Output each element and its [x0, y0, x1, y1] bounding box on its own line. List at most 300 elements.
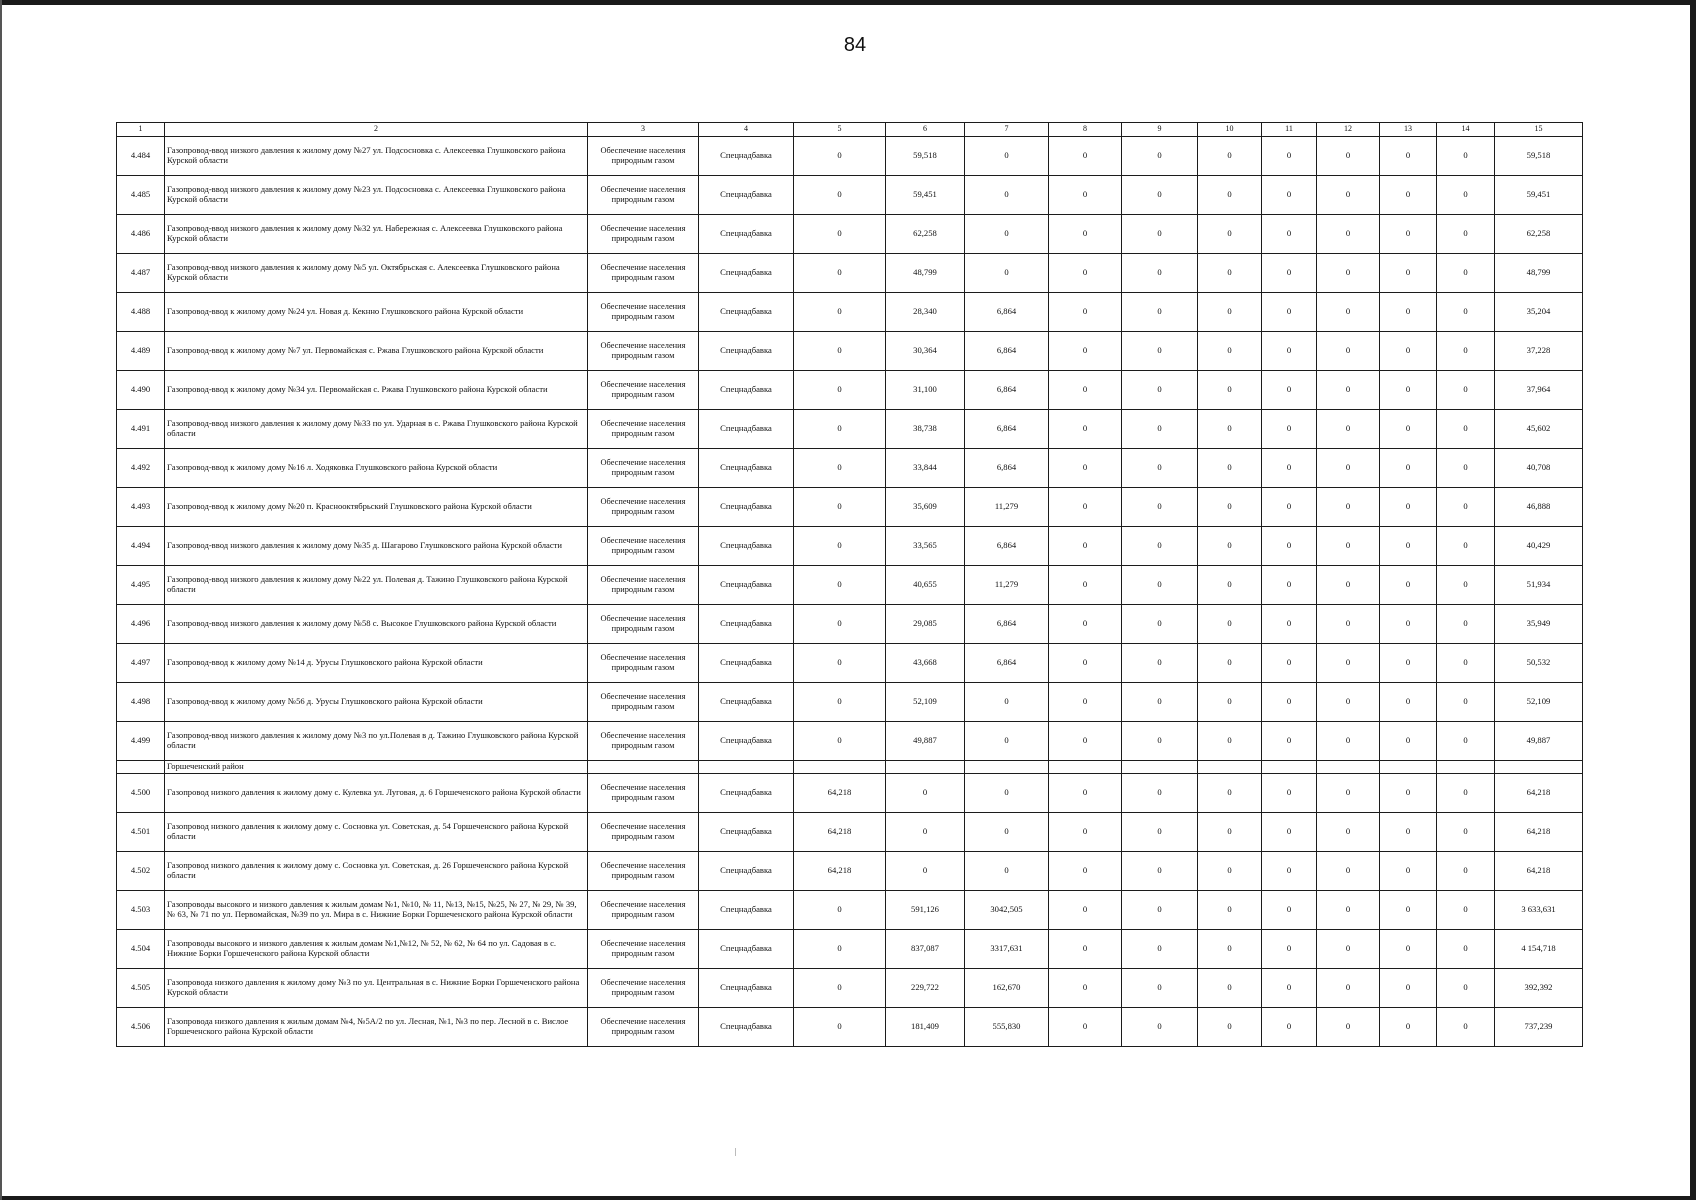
- value-cell-col-6: 0: [886, 774, 965, 813]
- value-cell-col-10: 0: [1198, 722, 1262, 761]
- value-cell-col-14: 0: [1437, 527, 1495, 566]
- value-cell-col-7: 0: [965, 774, 1049, 813]
- purpose-cell: Обеспечение населения природным газом: [588, 891, 699, 930]
- object-name-cell: Газопровод-ввод к жилому дому №24 ул. Новая д. Кекнно Глушковского района Курской области: [165, 293, 588, 332]
- value-cell-col-7: 0: [965, 176, 1049, 215]
- section-empty-cell: [1380, 761, 1437, 774]
- value-cell-col-10: 0: [1198, 293, 1262, 332]
- value-cell-col-13: 0: [1380, 605, 1437, 644]
- table-row: [117, 332, 1583, 371]
- section-empty-cell: [1198, 761, 1262, 774]
- total-cell: 40,429: [1495, 527, 1583, 566]
- object-name-cell: Газопровод низкого давления к жилому дому с. Кулевка ул. Луговая, д. 6 Горшеченского района Курской области: [165, 774, 588, 813]
- column-header: 4: [699, 123, 794, 137]
- section-empty-cell: [588, 761, 699, 774]
- value-cell-col-14: 0: [1437, 774, 1495, 813]
- value-cell-col-10: 0: [1198, 566, 1262, 605]
- value-cell-col-8: 0: [1049, 137, 1122, 176]
- table-row: [117, 969, 1583, 1008]
- total-cell: 64,218: [1495, 813, 1583, 852]
- purpose-cell: Обеспечение населения природным газом: [588, 176, 699, 215]
- row-number-cell: 4.500: [117, 774, 165, 813]
- column-header: 11: [1262, 123, 1317, 137]
- value-cell-col-6: 48,799: [886, 254, 965, 293]
- value-cell-col-12: 0: [1317, 1008, 1380, 1047]
- value-cell-col-11: 0: [1262, 527, 1317, 566]
- value-cell-col-12: 0: [1317, 774, 1380, 813]
- value-cell-col-10: 0: [1198, 891, 1262, 930]
- total-cell: 64,218: [1495, 852, 1583, 891]
- funding-source-cell: Спецнадбавка: [699, 527, 794, 566]
- value-cell-col-9: 0: [1122, 410, 1198, 449]
- scan-border-bottom: [0, 1196, 1696, 1200]
- value-cell-col-13: 0: [1380, 293, 1437, 332]
- purpose-cell: Обеспечение населения природным газом: [588, 605, 699, 644]
- value-cell-col-7: 6,864: [965, 644, 1049, 683]
- value-cell-col-14: 0: [1437, 1008, 1495, 1047]
- value-cell-col-7: 11,279: [965, 488, 1049, 527]
- value-cell-col-12: 0: [1317, 332, 1380, 371]
- value-cell-col-10: 0: [1198, 488, 1262, 527]
- row-number-cell: 4.489: [117, 332, 165, 371]
- value-cell-col-10: 0: [1198, 852, 1262, 891]
- page-number: 84: [843, 34, 867, 56]
- total-cell: 48,799: [1495, 254, 1583, 293]
- value-cell-col-13: 0: [1380, 644, 1437, 683]
- value-cell-col-13: 0: [1380, 566, 1437, 605]
- table-row: [117, 254, 1583, 293]
- value-cell-col-14: 0: [1437, 930, 1495, 969]
- value-cell-col-8: 0: [1049, 813, 1122, 852]
- value-cell-col-7: 162,670: [965, 969, 1049, 1008]
- row-number-cell: 4.499: [117, 722, 165, 761]
- table-row: [117, 722, 1583, 761]
- object-name-cell: Газопровод-ввод низкого давления к жилому дому №32 ул. Набережная с. Алексеевка Глушковского района Курской области: [165, 215, 588, 254]
- row-number-cell: 4.488: [117, 293, 165, 332]
- value-cell-col-11: 0: [1262, 293, 1317, 332]
- table-row: [117, 371, 1583, 410]
- value-cell-col-10: 0: [1198, 644, 1262, 683]
- value-cell-col-5: 0: [794, 722, 886, 761]
- value-cell-col-8: 0: [1049, 683, 1122, 722]
- value-cell-col-9: 0: [1122, 527, 1198, 566]
- section-empty-cell: [1437, 761, 1495, 774]
- value-cell-col-5: 0: [794, 683, 886, 722]
- value-cell-col-5: 0: [794, 332, 886, 371]
- table-row: [117, 852, 1583, 891]
- funding-source-cell: Спецнадбавка: [699, 683, 794, 722]
- row-number-cell: 4.485: [117, 176, 165, 215]
- object-name-cell: Газопровод-ввод к жилому дому №56 д. Урусы Глушковского района Курской области: [165, 683, 588, 722]
- value-cell-col-11: 0: [1262, 722, 1317, 761]
- funding-source-cell: Спецнадбавка: [699, 410, 794, 449]
- purpose-cell: Обеспечение населения природным газом: [588, 683, 699, 722]
- object-name-cell: Газопровода низкого давления к жилому дому №3 по ул. Центральная в с. Нижние Борки Горшеченского района Курской области: [165, 969, 588, 1008]
- value-cell-col-10: 0: [1198, 137, 1262, 176]
- section-empty-cell: [1262, 761, 1317, 774]
- value-cell-col-8: 0: [1049, 644, 1122, 683]
- value-cell-col-14: 0: [1437, 605, 1495, 644]
- value-cell-col-12: 0: [1317, 371, 1380, 410]
- value-cell-col-5: 0: [794, 137, 886, 176]
- total-cell: 35,204: [1495, 293, 1583, 332]
- object-name-cell: Газопровод-ввод низкого давления к жилому дому №23 ул. Подсосновка с. Алексеевка Глушковского района Курской области: [165, 176, 588, 215]
- value-cell-col-6: 181,409: [886, 1008, 965, 1047]
- purpose-cell: Обеспечение населения природным газом: [588, 137, 699, 176]
- table-row: [117, 683, 1583, 722]
- column-header: 1: [117, 123, 165, 137]
- value-cell-col-13: 0: [1380, 176, 1437, 215]
- value-cell-col-9: 0: [1122, 683, 1198, 722]
- column-header: 6: [886, 123, 965, 137]
- value-cell-col-8: 0: [1049, 930, 1122, 969]
- value-cell-col-7: 6,864: [965, 605, 1049, 644]
- total-cell: 59,451: [1495, 176, 1583, 215]
- value-cell-col-12: 0: [1317, 566, 1380, 605]
- value-cell-col-6: 49,887: [886, 722, 965, 761]
- value-cell-col-12: 0: [1317, 722, 1380, 761]
- purpose-cell: Обеспечение населения природным газом: [588, 449, 699, 488]
- table-row: [117, 488, 1583, 527]
- value-cell-col-12: 0: [1317, 137, 1380, 176]
- value-cell-col-6: 40,655: [886, 566, 965, 605]
- column-number-row: [117, 123, 1583, 137]
- table-row: [117, 813, 1583, 852]
- value-cell-col-7: 6,864: [965, 527, 1049, 566]
- value-cell-col-9: 0: [1122, 852, 1198, 891]
- value-cell-col-13: 0: [1380, 683, 1437, 722]
- value-cell-col-5: 0: [794, 293, 886, 332]
- value-cell-col-14: 0: [1437, 891, 1495, 930]
- value-cell-col-7: 0: [965, 137, 1049, 176]
- value-cell-col-9: 0: [1122, 774, 1198, 813]
- funding-source-cell: Спецнадбавка: [699, 852, 794, 891]
- value-cell-col-11: 0: [1262, 852, 1317, 891]
- object-name-cell: Газопровод-ввод к жилому дому №20 п. Краснооктябрьский Глушковского района Курской области: [165, 488, 588, 527]
- value-cell-col-7: 0: [965, 683, 1049, 722]
- value-cell-col-12: 0: [1317, 176, 1380, 215]
- object-name-cell: Газопровод-ввод низкого давления к жилому дому №3 по ул.Полевая в д. Тажино Глушковского района Курской области: [165, 722, 588, 761]
- value-cell-col-11: 0: [1262, 969, 1317, 1008]
- value-cell-col-14: 0: [1437, 137, 1495, 176]
- column-header: 8: [1049, 123, 1122, 137]
- section-empty-cell: [1495, 761, 1583, 774]
- value-cell-col-8: 0: [1049, 371, 1122, 410]
- total-cell: 59,518: [1495, 137, 1583, 176]
- value-cell-col-6: 0: [886, 813, 965, 852]
- value-cell-col-8: 0: [1049, 722, 1122, 761]
- value-cell-col-7: 11,279: [965, 566, 1049, 605]
- total-cell: 45,602: [1495, 410, 1583, 449]
- value-cell-col-7: 6,864: [965, 332, 1049, 371]
- value-cell-col-5: 64,218: [794, 774, 886, 813]
- value-cell-col-5: 0: [794, 930, 886, 969]
- scan-artifact: [735, 1148, 736, 1156]
- row-number-cell: 4.506: [117, 1008, 165, 1047]
- object-name-cell: Газопровод-ввод низкого давления к жилому дому №58 с. Высокое Глушковского района Курской области: [165, 605, 588, 644]
- purpose-cell: Обеспечение населения природным газом: [588, 527, 699, 566]
- value-cell-col-9: 0: [1122, 215, 1198, 254]
- value-cell-col-8: 0: [1049, 332, 1122, 371]
- value-cell-col-9: 0: [1122, 293, 1198, 332]
- value-cell-col-9: 0: [1122, 969, 1198, 1008]
- section-empty-cell: [1049, 761, 1122, 774]
- table-row: [117, 930, 1583, 969]
- value-cell-col-8: 0: [1049, 449, 1122, 488]
- table-row: [117, 774, 1583, 813]
- value-cell-col-6: 591,126: [886, 891, 965, 930]
- table-row: [117, 1008, 1583, 1047]
- value-cell-col-14: 0: [1437, 293, 1495, 332]
- value-cell-col-6: 0: [886, 852, 965, 891]
- value-cell-col-14: 0: [1437, 488, 1495, 527]
- value-cell-col-11: 0: [1262, 813, 1317, 852]
- total-cell: 3 633,631: [1495, 891, 1583, 930]
- value-cell-col-6: 229,722: [886, 969, 965, 1008]
- row-number-cell: 4.496: [117, 605, 165, 644]
- row-number-cell: 4.498: [117, 683, 165, 722]
- value-cell-col-6: 59,451: [886, 176, 965, 215]
- purpose-cell: Обеспечение населения природным газом: [588, 566, 699, 605]
- table-body: [117, 137, 1583, 1047]
- total-cell: 37,228: [1495, 332, 1583, 371]
- value-cell-col-10: 0: [1198, 176, 1262, 215]
- value-cell-col-5: 0: [794, 1008, 886, 1047]
- value-cell-col-9: 0: [1122, 332, 1198, 371]
- scan-border-top: [0, 0, 1696, 5]
- value-cell-col-13: 0: [1380, 852, 1437, 891]
- value-cell-col-12: 0: [1317, 254, 1380, 293]
- total-cell: 737,239: [1495, 1008, 1583, 1047]
- value-cell-col-8: 0: [1049, 254, 1122, 293]
- value-cell-col-7: 0: [965, 215, 1049, 254]
- value-cell-col-10: 0: [1198, 1008, 1262, 1047]
- column-header: 5: [794, 123, 886, 137]
- value-cell-col-14: 0: [1437, 332, 1495, 371]
- value-cell-col-13: 0: [1380, 774, 1437, 813]
- table-row: [117, 449, 1583, 488]
- value-cell-col-9: 0: [1122, 449, 1198, 488]
- object-name-cell: Газопровод-ввод низкого давления к жилому дому №33 по ул. Ударная в с. Ржава Глушковского района Курской области: [165, 410, 588, 449]
- total-cell: 52,109: [1495, 683, 1583, 722]
- value-cell-col-10: 0: [1198, 774, 1262, 813]
- value-cell-col-6: 35,609: [886, 488, 965, 527]
- value-cell-col-12: 0: [1317, 969, 1380, 1008]
- value-cell-col-10: 0: [1198, 605, 1262, 644]
- funding-source-cell: Спецнадбавка: [699, 891, 794, 930]
- value-cell-col-7: 6,864: [965, 371, 1049, 410]
- row-number-cell: 4.487: [117, 254, 165, 293]
- section-header-row: [117, 761, 1583, 774]
- funding-source-cell: Спецнадбавка: [699, 605, 794, 644]
- value-cell-col-11: 0: [1262, 410, 1317, 449]
- value-cell-col-6: 28,340: [886, 293, 965, 332]
- object-name-cell: Газопровод-ввод к жилому дому №7 ул. Первомайская с. Ржава Глушковского района Курской области: [165, 332, 588, 371]
- value-cell-col-5: 0: [794, 891, 886, 930]
- value-cell-col-13: 0: [1380, 488, 1437, 527]
- value-cell-col-13: 0: [1380, 449, 1437, 488]
- value-cell-col-14: 0: [1437, 449, 1495, 488]
- value-cell-col-7: 0: [965, 254, 1049, 293]
- value-cell-col-11: 0: [1262, 488, 1317, 527]
- row-number-cell: 4.484: [117, 137, 165, 176]
- value-cell-col-8: 0: [1049, 293, 1122, 332]
- value-cell-col-13: 0: [1380, 254, 1437, 293]
- value-cell-col-9: 0: [1122, 566, 1198, 605]
- total-cell: 35,949: [1495, 605, 1583, 644]
- total-cell: 50,532: [1495, 644, 1583, 683]
- value-cell-col-5: 0: [794, 969, 886, 1008]
- row-number-cell: 4.494: [117, 527, 165, 566]
- section-empty-cell: [1122, 761, 1198, 774]
- value-cell-col-13: 0: [1380, 137, 1437, 176]
- total-cell: 40,708: [1495, 449, 1583, 488]
- value-cell-col-10: 0: [1198, 969, 1262, 1008]
- object-name-cell: Газопровод-ввод к жилому дому №14 д. Урусы Глушковского района Курской области: [165, 644, 588, 683]
- object-name-cell: Газопровода низкого давления к жилым домам №4, №5А/2 по ул. Лесная, №1, №3 по пер. Лесной в с. Вислое Горшеченского района Курской области: [165, 1008, 588, 1047]
- value-cell-col-12: 0: [1317, 449, 1380, 488]
- gasification-table: [116, 122, 1583, 1047]
- value-cell-col-12: 0: [1317, 488, 1380, 527]
- value-cell-col-14: 0: [1437, 852, 1495, 891]
- value-cell-col-11: 0: [1262, 644, 1317, 683]
- purpose-cell: Обеспечение населения природным газом: [588, 930, 699, 969]
- table-row: [117, 605, 1583, 644]
- scan-border-right: [1690, 0, 1696, 1200]
- object-name-cell: Газопровод-ввод к жилому дому №34 ул. Первомайская с. Ржава Глушковского района Курской области: [165, 371, 588, 410]
- row-number-cell: 4.493: [117, 488, 165, 527]
- value-cell-col-6: 62,258: [886, 215, 965, 254]
- value-cell-col-10: 0: [1198, 254, 1262, 293]
- funding-source-cell: Спецнадбавка: [699, 215, 794, 254]
- value-cell-col-5: 0: [794, 605, 886, 644]
- row-number-cell: 4.502: [117, 852, 165, 891]
- section-title: Горшеченский район: [165, 761, 588, 774]
- value-cell-col-12: 0: [1317, 293, 1380, 332]
- table-row: [117, 137, 1583, 176]
- column-header: 9: [1122, 123, 1198, 137]
- value-cell-col-12: 0: [1317, 527, 1380, 566]
- purpose-cell: Обеспечение населения природным газом: [588, 969, 699, 1008]
- table-row: [117, 176, 1583, 215]
- value-cell-col-13: 0: [1380, 1008, 1437, 1047]
- total-cell: 37,964: [1495, 371, 1583, 410]
- scan-border-left: [0, 0, 2, 1200]
- section-empty-cell: [965, 761, 1049, 774]
- value-cell-col-11: 0: [1262, 137, 1317, 176]
- value-cell-col-9: 0: [1122, 137, 1198, 176]
- value-cell-col-11: 0: [1262, 332, 1317, 371]
- funding-source-cell: Спецнадбавка: [699, 254, 794, 293]
- value-cell-col-9: 0: [1122, 644, 1198, 683]
- value-cell-col-6: 52,109: [886, 683, 965, 722]
- row-number-cell: 4.504: [117, 930, 165, 969]
- value-cell-col-5: 0: [794, 254, 886, 293]
- funding-source-cell: Спецнадбавка: [699, 930, 794, 969]
- purpose-cell: Обеспечение населения природным газом: [588, 371, 699, 410]
- value-cell-col-7: 3317,631: [965, 930, 1049, 969]
- value-cell-col-6: 38,738: [886, 410, 965, 449]
- value-cell-col-10: 0: [1198, 930, 1262, 969]
- value-cell-col-8: 0: [1049, 1008, 1122, 1047]
- value-cell-col-10: 0: [1198, 813, 1262, 852]
- value-cell-col-12: 0: [1317, 683, 1380, 722]
- purpose-cell: Обеспечение населения природным газом: [588, 488, 699, 527]
- total-cell: 62,258: [1495, 215, 1583, 254]
- funding-source-cell: Спецнадбавка: [699, 566, 794, 605]
- value-cell-col-10: 0: [1198, 371, 1262, 410]
- row-number-cell: 4.492: [117, 449, 165, 488]
- value-cell-col-8: 0: [1049, 176, 1122, 215]
- value-cell-col-8: 0: [1049, 852, 1122, 891]
- value-cell-col-11: 0: [1262, 449, 1317, 488]
- total-cell: 51,934: [1495, 566, 1583, 605]
- object-name-cell: Газопровод-ввод низкого давления к жилому дому №5 ул. Октябрьская с. Алексеевка Глушковского района Курской области: [165, 254, 588, 293]
- value-cell-col-6: 43,668: [886, 644, 965, 683]
- section-empty-cell: [886, 761, 965, 774]
- purpose-cell: Обеспечение населения природным газом: [588, 410, 699, 449]
- row-number-cell: 4.497: [117, 644, 165, 683]
- table-row: [117, 527, 1583, 566]
- total-cell: 4 154,718: [1495, 930, 1583, 969]
- value-cell-col-13: 0: [1380, 722, 1437, 761]
- object-name-cell: Газопровод-ввод низкого давления к жилому дому №27 ул. Подсосновка с. Алексеевка Глушковского района Курской области: [165, 137, 588, 176]
- value-cell-col-5: 0: [794, 176, 886, 215]
- value-cell-col-10: 0: [1198, 527, 1262, 566]
- section-empty-cell: [117, 761, 165, 774]
- table-row: [117, 215, 1583, 254]
- object-name-cell: Газопровод-ввод низкого давления к жилому дому №35 д. Шагарово Глушковского района Курской области: [165, 527, 588, 566]
- value-cell-col-12: 0: [1317, 215, 1380, 254]
- funding-source-cell: Спецнадбавка: [699, 488, 794, 527]
- value-cell-col-8: 0: [1049, 605, 1122, 644]
- table-row: [117, 891, 1583, 930]
- value-cell-col-7: 3042,505: [965, 891, 1049, 930]
- value-cell-col-11: 0: [1262, 371, 1317, 410]
- value-cell-col-5: 0: [794, 488, 886, 527]
- value-cell-col-5: 0: [794, 371, 886, 410]
- column-header: 15: [1495, 123, 1583, 137]
- funding-source-cell: Спецнадбавка: [699, 176, 794, 215]
- value-cell-col-7: 0: [965, 852, 1049, 891]
- row-number-cell: 4.505: [117, 969, 165, 1008]
- purpose-cell: Обеспечение населения природным газом: [588, 215, 699, 254]
- value-cell-col-14: 0: [1437, 215, 1495, 254]
- total-cell: 46,888: [1495, 488, 1583, 527]
- purpose-cell: Обеспечение населения природным газом: [588, 293, 699, 332]
- object-name-cell: Газопровод-ввод низкого давления к жилому дому №22 ул. Полевая д. Тажино Глушковского района Курской области: [165, 566, 588, 605]
- value-cell-col-7: 0: [965, 813, 1049, 852]
- object-name-cell: Газопровод низкого давления к жилому дому с. Сосновка ул. Советская, д. 54 Горшеченского района Курской области: [165, 813, 588, 852]
- object-name-cell: Газопроводы высокого и низкого давления к жилым домам №1,№12, № 52, № 62, № 64 по ул. Садовая в с. Нижние Борки Горшеченского района Курской области: [165, 930, 588, 969]
- total-cell: 64,218: [1495, 774, 1583, 813]
- value-cell-col-13: 0: [1380, 969, 1437, 1008]
- value-cell-col-8: 0: [1049, 969, 1122, 1008]
- funding-source-cell: Спецнадбавка: [699, 137, 794, 176]
- value-cell-col-9: 0: [1122, 813, 1198, 852]
- value-cell-col-13: 0: [1380, 371, 1437, 410]
- value-cell-col-8: 0: [1049, 215, 1122, 254]
- value-cell-col-5: 0: [794, 566, 886, 605]
- purpose-cell: Обеспечение населения природным газом: [588, 722, 699, 761]
- value-cell-col-6: 33,565: [886, 527, 965, 566]
- value-cell-col-7: 0: [965, 722, 1049, 761]
- value-cell-col-6: 31,100: [886, 371, 965, 410]
- funding-source-cell: Спецнадбавка: [699, 644, 794, 683]
- value-cell-col-7: 6,864: [965, 449, 1049, 488]
- value-cell-col-5: 64,218: [794, 852, 886, 891]
- value-cell-col-8: 0: [1049, 774, 1122, 813]
